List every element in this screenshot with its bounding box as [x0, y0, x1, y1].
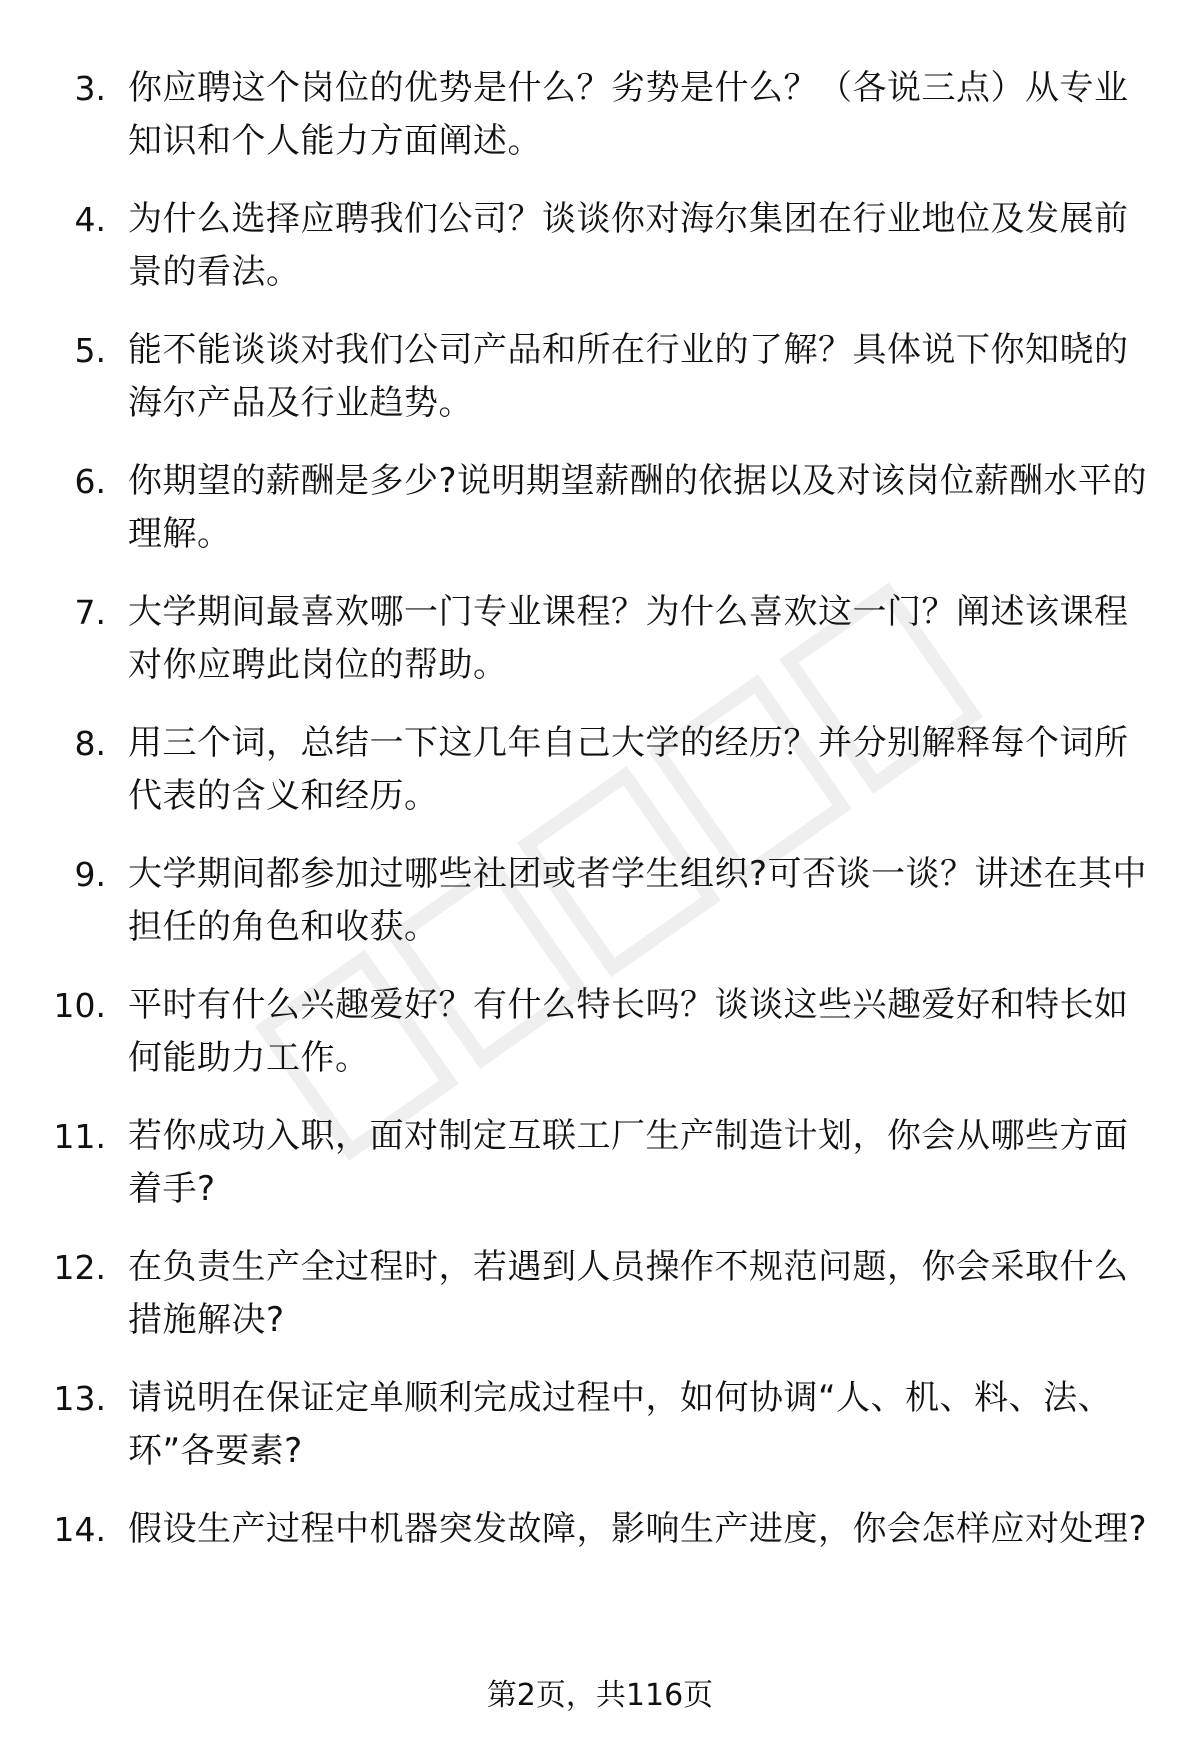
question-number: 8.: [74, 724, 106, 763]
question-text: 你应聘这个岗位的优势是什么？劣势是什么？（各说三点）从专业知识和个人能力方面阐述。: [128, 68, 1129, 161]
question-number: 13.: [53, 1379, 106, 1418]
question-item: [0, 1372, 1200, 1503]
question-item: [0, 1241, 1200, 1372]
question-item: [0, 848, 1200, 979]
question-item: [0, 324, 1200, 455]
question-text: 为什么选择应聘我们公司？谈谈你对海尔集团在行业地位及发展前景的看法。: [128, 199, 1129, 292]
question-number: 6.: [74, 462, 106, 501]
question-text: 请说明在保证定单顺利完成过程中，如何协调“人、机、料、法、环”各要素?: [128, 1378, 1113, 1471]
question-number: 5.: [74, 331, 106, 370]
question-text: 能不能谈谈对我们公司产品和所在行业的了解？具体说下你知晓的海尔产品及行业趋势。: [128, 330, 1129, 423]
question-number: 4.: [74, 200, 106, 239]
question-number: 7.: [74, 593, 106, 632]
question-text: 大学期间都参加过哪些社团或者学生组织?可否谈一谈？讲述在其中担任的角色和收获。: [128, 854, 1148, 947]
question-item: [0, 193, 1200, 324]
question-list: [0, 62, 1200, 1634]
page-footer: 第2页，共116页: [486, 1678, 714, 1713]
question-item: [0, 1503, 1200, 1634]
question-number: 3.: [74, 69, 106, 108]
question-text: 你期望的薪酬是多少?说明期望薪酬的依据以及对该岗位薪酬水平的理解。: [128, 461, 1148, 554]
question-item: [0, 455, 1200, 586]
question-number: 14.: [53, 1510, 106, 1549]
question-item: [0, 717, 1200, 848]
question-text: 在负责生产全过程时，若遇到人员操作不规范问题，你会采取什么措施解决?: [128, 1247, 1129, 1340]
question-text: 大学期间最喜欢哪一门专业课程？为什么喜欢这一门？阐述该课程对你应聘此岗位的帮助。: [128, 592, 1129, 685]
question-item: [0, 1110, 1200, 1241]
question-text: 平时有什么兴趣爱好？有什么特长吗？谈谈这些兴趣爱好和特长如何能助力工作。: [128, 985, 1129, 1078]
question-text: 用三个词，总结一下这几年自己大学的经历？并分别解释每个词所代表的含义和经历。: [128, 723, 1129, 816]
question-item: [0, 586, 1200, 717]
question-item: [0, 979, 1200, 1110]
question-number: 9.: [74, 855, 106, 894]
question-text: 假设生产过程中机器突发故障，影响生产进度，你会怎样应对处理?: [128, 1509, 1148, 1549]
question-number: 11.: [53, 1117, 106, 1156]
question-number: 10.: [53, 986, 106, 1025]
question-item: [0, 62, 1200, 193]
question-text: 若你成功入职，面对制定互联工厂生产制造计划，你会从哪些方面着手?: [128, 1116, 1129, 1209]
question-number: 12.: [53, 1248, 106, 1287]
